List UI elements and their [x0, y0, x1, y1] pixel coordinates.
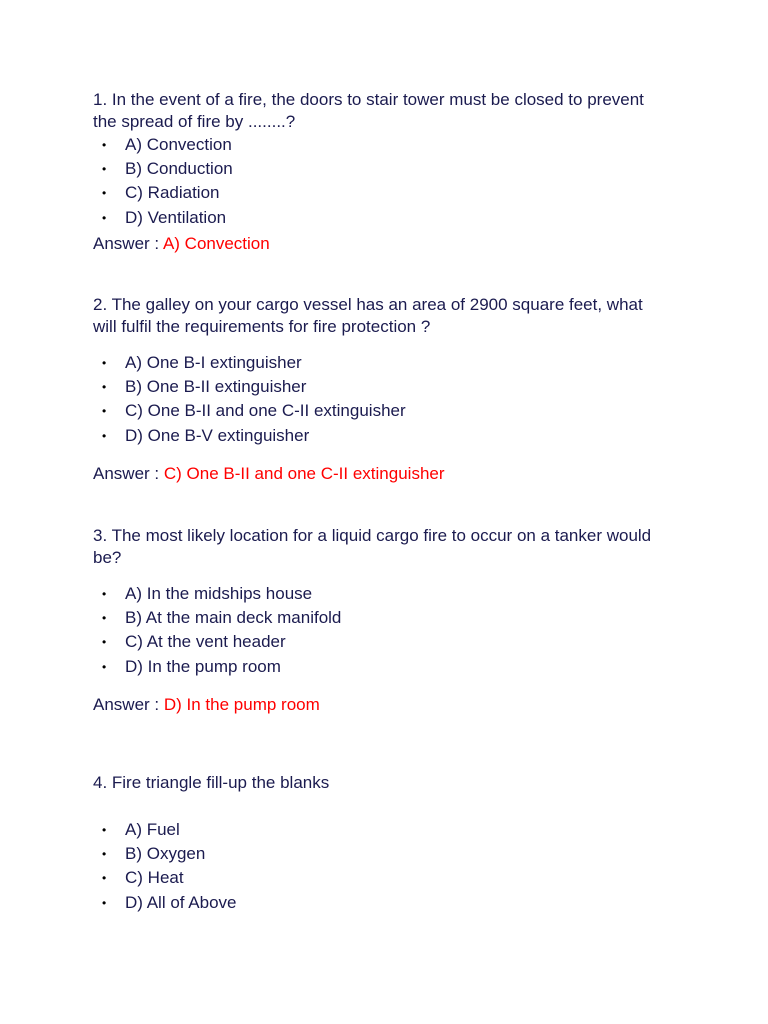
option-item [93, 891, 237, 915]
option-label: B) At the main deck manifold [125, 608, 342, 628]
answer-label: Answer : [93, 234, 160, 253]
question-1-answer [93, 233, 270, 255]
bullet-icon: • [102, 895, 107, 910]
option-item [93, 351, 406, 375]
option-label: A) Fuel [125, 820, 180, 839]
option-item [93, 655, 341, 679]
answer-value: D) In the pump room [163, 695, 320, 714]
option-label: C) One B-II and one C-II extinguisher [125, 401, 406, 421]
bullet-icon: • [102, 871, 107, 886]
option-label: C) At the vent header [125, 632, 286, 652]
question-1-text: 1. In the event of a fire, the doors to stair tower must be closed to prevent the spread of fire by ........? [93, 90, 644, 131]
question-2-text: 2. The galley on your cargo vessel has an area of 2900 square feet, what will fulfil the requirements for fire protection ? [93, 295, 643, 336]
option-label: B) One B-II extinguisher [125, 377, 307, 397]
option-item [93, 157, 233, 181]
bullet-icon: • [102, 587, 107, 601]
bullet-icon: • [102, 404, 107, 419]
question-3-text: 3. The most likely location for a liquid cargo fire to occur on a tanker would be? [93, 526, 652, 567]
option-item [93, 866, 237, 890]
option-label: C) Heat [125, 868, 184, 888]
answer-value: C) One B-II and one C-II extinguisher [163, 464, 445, 483]
question-2-options [93, 351, 406, 448]
option-label: A) Convection [125, 135, 232, 154]
answer-label: Answer : [93, 695, 160, 714]
option-item [93, 842, 237, 866]
bullet-icon: • [102, 380, 107, 395]
bullet-icon: • [102, 823, 107, 837]
bullet-icon: • [102, 611, 107, 626]
bullet-icon: • [102, 428, 107, 443]
bullet-icon: • [102, 138, 107, 152]
option-item [93, 181, 233, 205]
bullet-icon: • [102, 162, 107, 177]
option-label: C) Radiation [125, 183, 220, 203]
bullet-icon: • [102, 356, 107, 370]
option-item [93, 582, 341, 606]
option-label: D) In the pump room [125, 656, 281, 676]
question-1-options [93, 133, 233, 230]
bullet-icon: • [102, 186, 107, 201]
answer-value: A) Convection [162, 234, 270, 253]
bullet-icon: • [102, 210, 107, 225]
option-label: D) One B-V extinguisher [125, 425, 310, 445]
option-label: B) Oxygen [125, 844, 206, 864]
option-item [93, 399, 406, 423]
bullet-icon: • [102, 847, 107, 862]
bullet-icon: • [102, 659, 107, 674]
question-3-answer [93, 694, 320, 716]
bullet-icon: • [102, 635, 107, 650]
question-2-answer [93, 463, 445, 485]
option-label: B) Conduction [125, 159, 233, 179]
option-item [93, 206, 233, 230]
question-4-text: 4. Fire triangle fill-up the blanks [93, 773, 330, 792]
option-label: A) One B-I extinguisher [125, 353, 302, 372]
option-item [93, 818, 237, 842]
option-item [93, 375, 406, 399]
option-item [93, 606, 341, 630]
option-label: D) All of Above [125, 892, 237, 912]
question-3-options [93, 582, 341, 679]
option-label: D) Ventilation [125, 207, 227, 227]
option-item [93, 630, 341, 654]
option-item [93, 424, 406, 448]
option-label: A) In the midships house [125, 584, 313, 603]
option-item [93, 133, 233, 157]
question-4-options [93, 818, 237, 915]
answer-label: Answer : [93, 464, 160, 483]
